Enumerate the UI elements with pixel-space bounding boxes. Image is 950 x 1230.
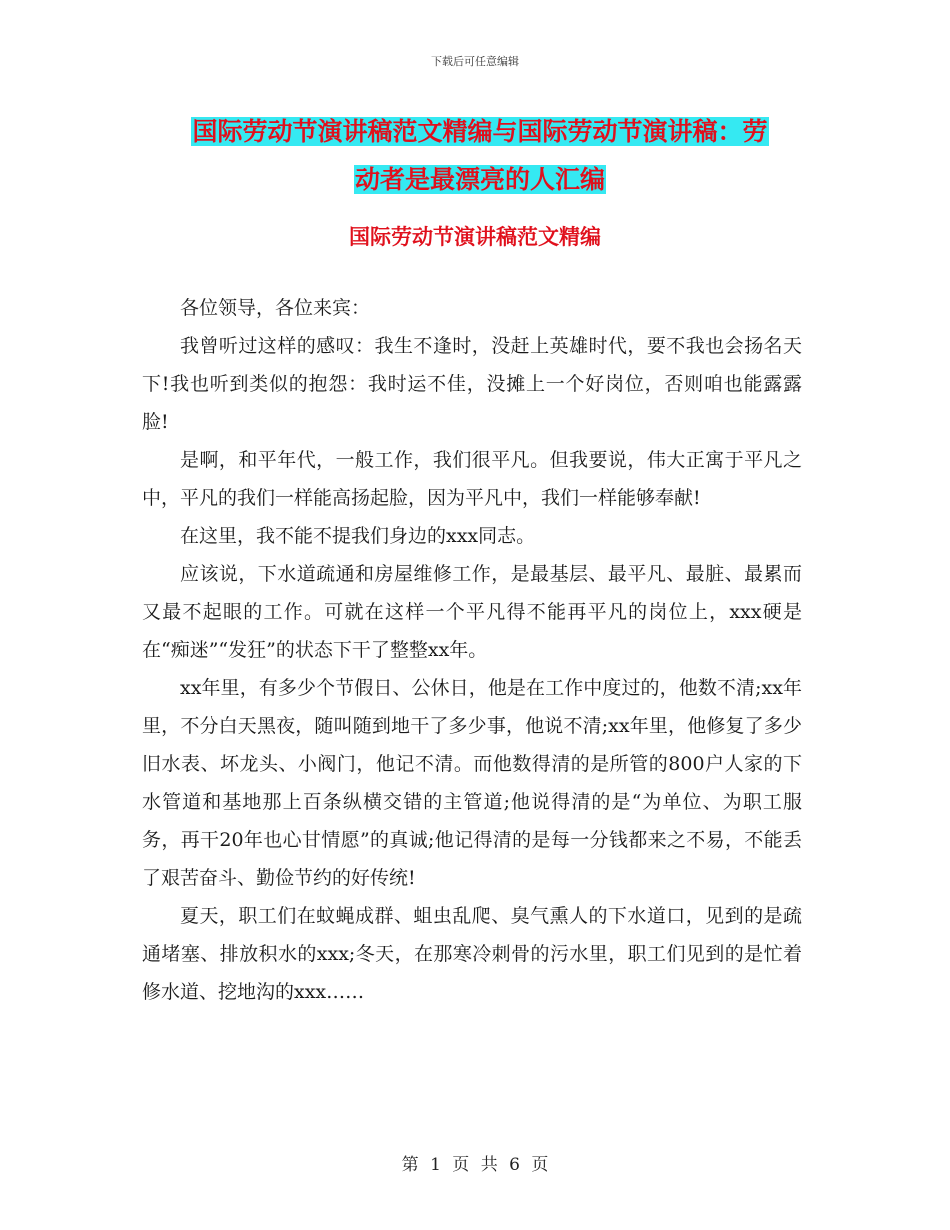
header-note: 下载后可任意编辑 bbox=[431, 55, 519, 68]
document-title bbox=[140, 108, 820, 204]
paragraph: 应该说，下水道疏通和房屋维修工作，是最基层、最平凡、最脏、最累而又最不起眼的工作。可就在这样一个平凡得不能再平凡的岗位上，xxx硬是在“痴迷”“发狂”的状态下干了整整xx年。 bbox=[142, 563, 802, 661]
section-title: 国际劳动节演讲稿范文精编 bbox=[349, 225, 601, 249]
paragraph: 在这里，我不能不提我们身边的xxx同志。 bbox=[180, 525, 536, 547]
paragraph: 各位领导，各位来宾： bbox=[180, 297, 371, 319]
page-number-footer: 第 1 页 共 6 页 bbox=[401, 1155, 549, 1175]
document-body bbox=[142, 289, 802, 1011]
title-line-2: 动者是最漂亮的人汇编 bbox=[354, 165, 605, 194]
paragraph: 夏天，职工们在蚊蝇成群、蛆虫乱爬、臭气熏人的下水道口，见到的是疏通堵塞、排放积水的xxx;冬天，在那寒冷刺骨的污水里，职工们见到的是忙着修水道、挖地沟的xxx…… bbox=[142, 905, 802, 1003]
title-line-1: 国际劳动节演讲稿范文精编与国际劳动节演讲稿：劳 bbox=[192, 117, 768, 146]
paragraph: 是啊，和平年代，一般工作，我们很平凡。但我要说，伟大正寓于平凡之中，平凡的我们一样能高扬起脸，因为平凡中，我们一样能够奉献! bbox=[142, 449, 802, 509]
paragraph: xx年里，有多少个节假日、公休日，他是在工作中度过的，他数不清;xx年里，不分白天黑夜，随叫随到地干了多少事，他说不清;xx年里，他修复了多少旧水表、坏龙头、小阀门，他记不清。而他数得清的是所管的800户人家的下水管道和基地那上百条纵横交错的主管道;他说得清的是“为单位、为职工服务，再干20年也心甘情愿”的真诚;他记得清的是每一分钱都来之不易，不能丢了艰苦奋斗、勤俭节约的好传统! bbox=[142, 677, 802, 889]
paragraph: 我曾听过这样的感叹：我生不逢时，没赶上英雄时代，要不我也会扬名天下!我也听到类似的抱怨：我时运不佳，没摊上一个好岗位，否则咱也能露露脸! bbox=[142, 335, 802, 433]
